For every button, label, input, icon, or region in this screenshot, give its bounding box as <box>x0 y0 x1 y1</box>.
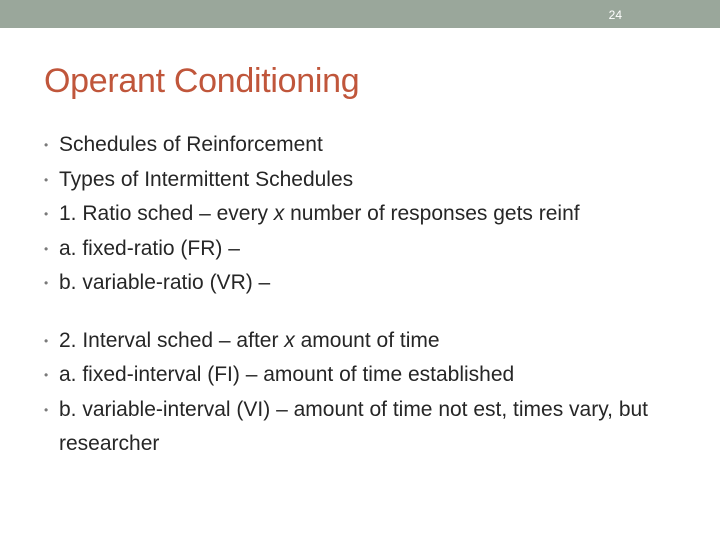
bullet-icon: • <box>44 138 49 152</box>
bullet-item <box>44 197 684 232</box>
bullet-icon: • <box>44 207 49 221</box>
bullet-text: 1. Ratio sched – every <box>59 202 274 225</box>
bullet-text: a. fixed-interval (FI) – amount of time established <box>59 363 515 386</box>
bullet-icon: • <box>44 276 49 290</box>
header-bar <box>0 0 720 28</box>
variable-x: x <box>273 202 285 225</box>
slide-content <box>44 128 684 462</box>
bullet-item <box>44 163 684 198</box>
bullet-text: b. variable-interval (VI) – amount of time not est, times vary, but researcher <box>59 397 649 455</box>
bullet-text-rest: amount of time <box>294 328 440 352</box>
bullet-text: a. fixed-ratio (FR) – <box>59 236 240 260</box>
slide-number: 24 <box>608 8 622 22</box>
bullet-list <box>44 128 684 462</box>
bullet-text: 2. Interval sched – after <box>59 328 285 352</box>
bullet-icon: • <box>44 333 49 348</box>
bullet-icon: • <box>44 402 49 417</box>
slide-title: Operant Conditioning <box>44 62 360 100</box>
variable-x: x <box>284 328 295 352</box>
bullet-text: b. variable-ratio (VR) – <box>59 271 271 294</box>
bullet-item <box>44 358 684 393</box>
bullet-text: Schedules of Reinforcement <box>59 133 323 156</box>
bullet-text: Types of Intermittent Schedules <box>59 167 354 191</box>
bullet-item <box>44 324 684 359</box>
bullet-text-rest: number of responses gets reinf <box>284 202 580 225</box>
bullet-icon: • <box>44 368 49 382</box>
bullet-icon: • <box>44 241 49 256</box>
bullet-item <box>44 266 684 301</box>
bullet-item <box>44 128 684 163</box>
bullet-item <box>44 232 684 267</box>
bullet-item <box>44 393 684 462</box>
bullet-icon: • <box>44 172 49 187</box>
